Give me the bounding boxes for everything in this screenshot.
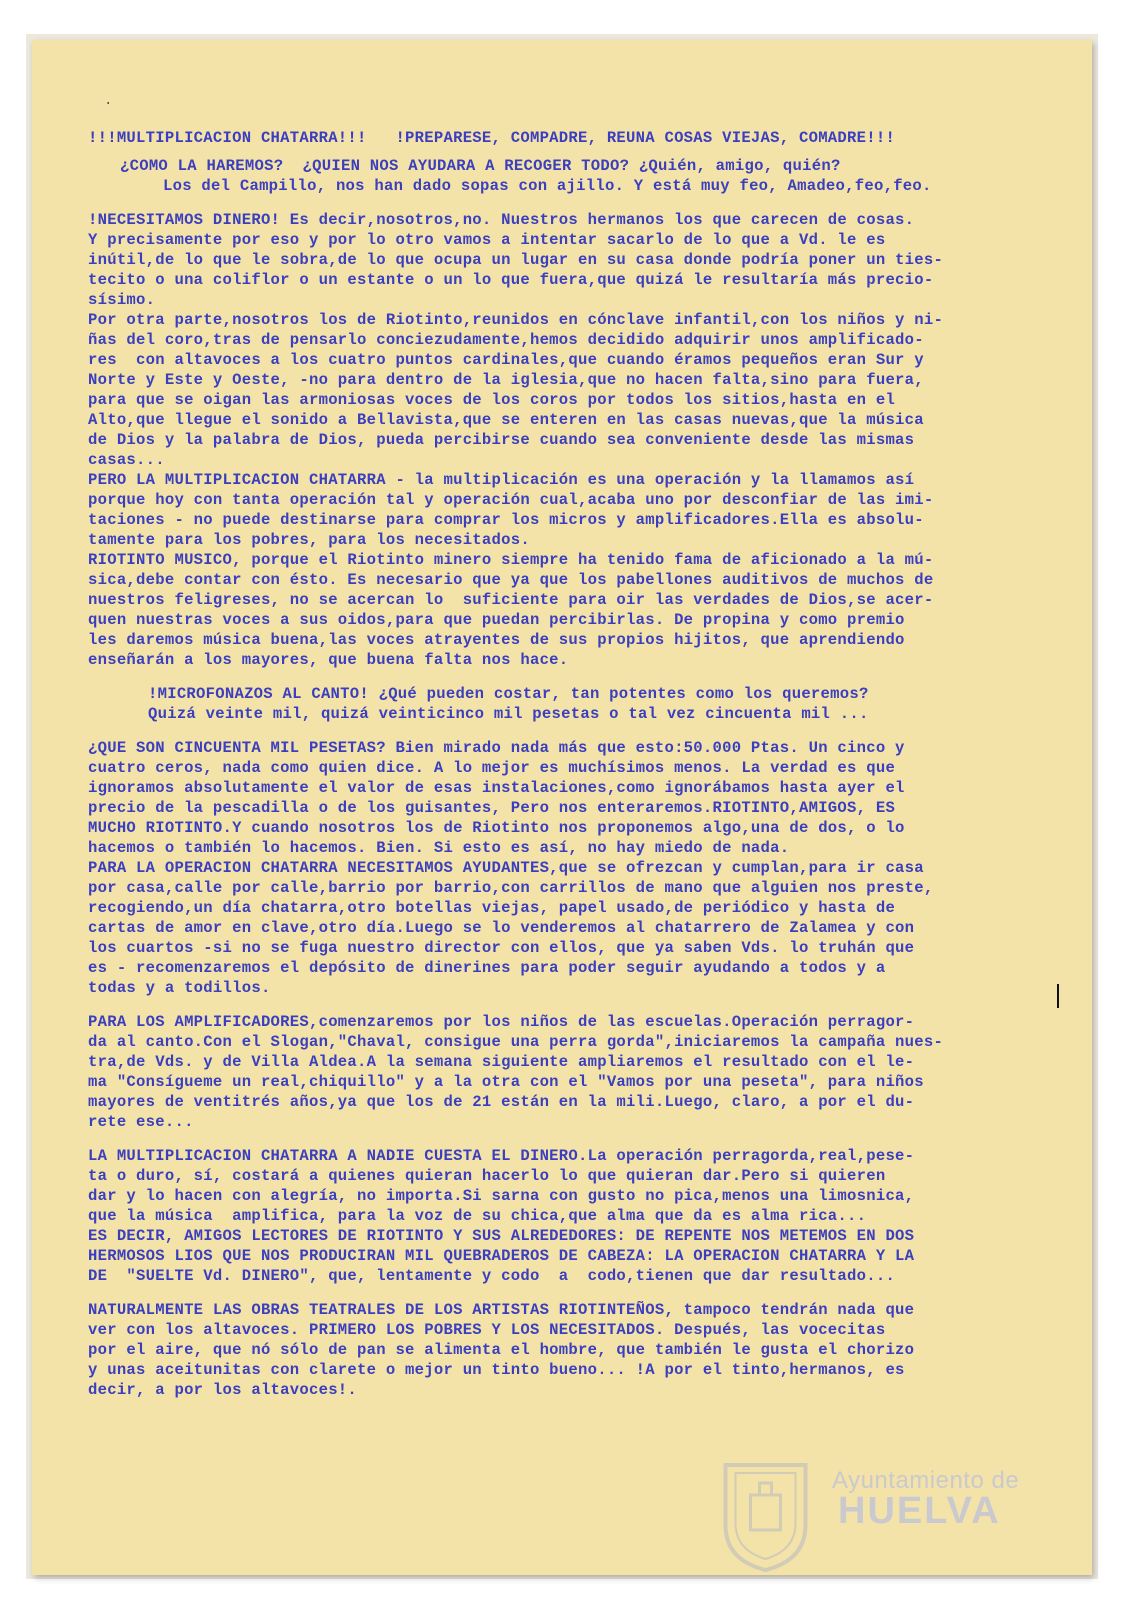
dot-mark: · (104, 96, 113, 112)
paragraph-7: PARA LOS AMPLIFICADORES,comenzaremos por los niños de las escuelas.Operación perragor- da al canto.Con el Slogan,"Chaval, consigue una perra gorda",iniciaremos la campaña nues- tra,de Vds. y de Villa Aldea.A la semana siguiente ampliaremos el resultado con el le- ma "Consígueme un real,chiquillo" y a la otra con el "Vamos por una peseta", para niños mayores de ventitrés años,ya que los de 21 están en la mili.Luego, claro, a por el du- rete ese... (88, 1013, 944, 1131)
paragraph-9: ES DECIR, AMIGOS LECTORES DE RIOTINTO Y SUS ALREDEDORES: DE REPENTE NOS METEMOS EN DOS HERMOSOS LIOS QUE NOS PRODUCIRAN MIL QUEBRADEROS DE CABEZA: LA OPERACION CHATARRA Y LA DE "SUELTE Vd. DINERO", que, lentamente y codo a codo,tienen que dar resultado... (88, 1227, 915, 1285)
subtitle-line-1: ¿COMO LA HAREMOS? ¿QUIEN NOS AYUDARA A RECOGER TODO? ¿Quién, amigo, quién? (120, 157, 841, 175)
headline: !!!MULTIPLICACION CHATARRA!!! !PREPARESE, COMPADRE, REUNA COSAS VIEJAS, COMADRE!!! (88, 129, 896, 147)
paragraph-2: Por otra parte,nosotros los de Riotinto,reunidos en cónclave infantil,con los niños y ni- ñas del coro,tras de pensarlo conciezudamente,hemos decidido adquirir unos amplificado- res con altavoces a los cuatro puntos cardinales,que cuando éramos pequeños eran Sur y Norte y Este y Oeste, -no para dentro de la iglesia,que no hacen falta,sino para fuera, para que se oigan las armoniosas voces de los coros por todos los sitios,hasta en el Alto,que llegue el sonido a Bellavista,que se enteren en las casas nuevas,que la música de Dios y la palabra de Dios, pueda percibirse cuando sea conveniente desde las mismas casas... (88, 311, 944, 469)
microfonazos-line-1: !MICROFONAZOS AL CANTO! ¿Qué pueden costar, tan potentes como los queremos? (148, 685, 869, 703)
document-body (88, 128, 1018, 1400)
city-shield-logo (713, 1455, 818, 1575)
paragraph-5: ¿QUE SON CINCUENTA MIL PESETAS? Bien mirado nada más que esto:50.000 Ptas. Un cinco y cuatro ceros, nada como quien dice. A lo mejor es muchísimos menos. La verdad es que ignoramos absolutamente el valor de esas instalaciones,como ignorábamos hasta ayer el precio de la pescadilla o de los guisantes, Pero nos enteraremos.RIOTINTO,AMIGOS, ES MUCHO RIOTINTO.Y cuando nosotros los de Riotinto nos proponemos algo,una de dos, o lo hacemos o también lo hacemos. Bien. Si esto es así, no hay miedo de nada. (88, 739, 905, 857)
paragraph-4: RIOTINTO MUSICO, porque el Riotinto minero siempre ha tenido fama de aficionado a la mú- sica,debe contar con ésto. Es necesario que ya que los pabellones auditivos de muchos de nuestros feligreses, no se acercan lo suficiente para oir las verdades de Dios,se acer- quen nuestras voces a sus oidos,para que puedan percibirlas. De propina y como premio les daremos música buena,las voces atrayentes de sus propios hijitos, que aprendiendo enseñarán a los mayores, que buena falta nos hace. (88, 551, 934, 669)
watermark-line-1: Ayuntamiento de (832, 1467, 1020, 1494)
watermark-line-2: HUELVA (838, 1490, 1001, 1532)
paragraph-3: PERO LA MULTIPLICACION CHATARRA - la multiplicación es una operación y la llamamos así porque hoy con tanta operación tal y operación cual,acaba uno por desconfiar de las imi- taciones - no puede destinarse para comprar los micros y amplificadores.Ella es absolu- tamente para los pobres, para los necesitados. (88, 471, 934, 549)
microfonazos-line-2: Quizá veinte mil, quizá veinticinco mil pesetas o tal vez cincuenta mil ... (148, 705, 869, 723)
margin-mark (1057, 984, 1059, 1008)
paragraph-1: !NECESITAMOS DINERO! Es decir,nosotros,no. Nuestros hermanos los que carecen de cosas. Y precisamente por eso y por lo otro vamos a intentar sacarlo de lo que a Vd. le es inútil,de lo que le sobra,de lo que ocupa un lugar en su casa donde podría poner un ties- tecito o una coliflor o un estante o un lo que fuera,que quizá le resultaría más precio- sísimo. (88, 211, 944, 309)
subtitle-line-2: Los del Campillo, nos han dado sopas con ajillo. Y está muy feo, Amadeo,feo,feo. (163, 177, 932, 195)
paragraph-8: LA MULTIPLICACION CHATARRA A NADIE CUESTA EL DINERO.La operación perragorda,real,pese- ta o duro, sí, costará a quienes quieran hacerlo lo que quieran dar.Pero si quieren dar y lo hacen con alegría, no importa.Si sarna con gusto no pica,menos una limosnica, que la música amplifica, para la voz de su chica,que alma que da es alma rica... (88, 1147, 915, 1225)
paragraph-10: NATURALMENTE LAS OBRAS TEATRALES DE LOS ARTISTAS RIOTINTEÑOS, tampoco tendrán nada que ver con los altavoces. PRIMERO LOS POBRES Y LOS NECESITADOS. Después, las vocecitas por el aire, que nó sólo de pan se alimenta el hombre, que también le gusta el chorizo y unas aceitunitas con clarete o mejor un tinto bueno... !A por el tinto,hermanos, es decir, a por los altavoces!. (88, 1301, 915, 1399)
paragraph-6: PARA LA OPERACION CHATARRA NECESITAMOS AYUDANTES,que se ofrezcan y cumplan,para ir casa por casa,calle por calle,barrio por barrio,con carrillos de mano que alguien nos preste, recogiendo,un día chatarra,otro botellas viejas, papel usado,de periódico y hasta de cartas de amor en clave,otro día.Luego se lo venderemos al chatarrero de Zalamea y con los cuartos -si no se fuga nuestro director con ellos, que ya saben Vds. lo truhán que es - recomenzaremos el depósito de dinerines para poder seguir ayudando a todos y a todas y a todillos. (88, 859, 934, 997)
